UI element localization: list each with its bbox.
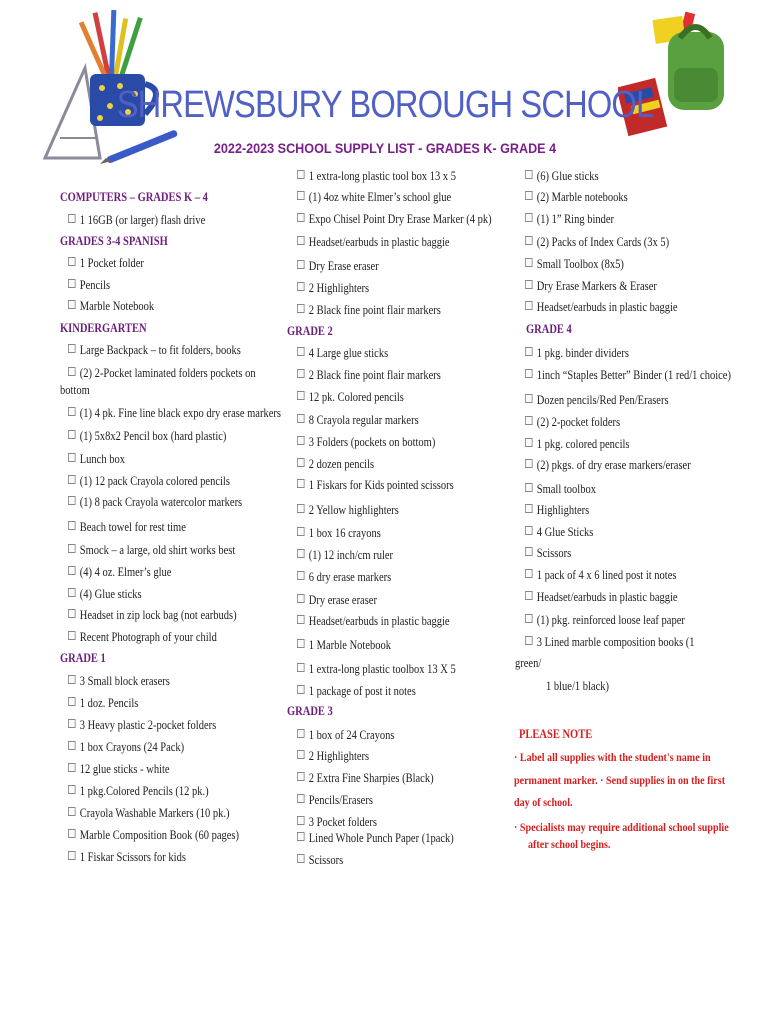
list-item: 1 pack of 4 x 6 lined post it notes <box>525 568 676 583</box>
list-item: 1 doz. Pencils <box>68 696 138 711</box>
list-item: Highlighters <box>525 503 589 518</box>
checkbox-icon <box>68 300 76 309</box>
list-item: 1 pkg. colored pencils <box>525 437 629 452</box>
checkbox-icon <box>68 475 76 484</box>
checkbox-icon <box>297 369 305 378</box>
checkbox-icon <box>297 663 305 672</box>
checkbox-icon <box>525 504 533 513</box>
list-item: 8 Crayola regular markers <box>297 413 419 428</box>
list-item: 1 box Crayons (24 Pack) <box>68 740 184 755</box>
list-item: Scissors <box>297 853 343 868</box>
grade3-heading: GRADE 3 <box>287 704 333 718</box>
checkbox-icon <box>68 807 76 816</box>
list-item: 3 Heavy plastic 2-pocket folders <box>68 718 216 733</box>
note-line: permanent marker. · Send supplies in on the first <box>514 773 726 787</box>
checkbox-icon <box>525 213 533 222</box>
list-item: Small Toolbox (8x5) <box>525 257 624 272</box>
checkbox-icon <box>68 279 76 288</box>
list-item-continuation: 1 blue/1 black) <box>546 679 609 693</box>
checkbox-icon <box>297 685 305 694</box>
checkbox-icon <box>68 544 76 553</box>
list-item: Lunch box <box>68 452 125 467</box>
checkbox-icon <box>525 416 533 425</box>
checkbox-icon <box>525 483 533 492</box>
list-item: 1inch “Staples Better” Binder (1 red/1 choice) <box>525 368 731 383</box>
grade2-heading: GRADE 2 <box>287 324 333 338</box>
list-item: 12 glue sticks - white <box>68 762 170 777</box>
list-item: (4) Glue sticks <box>68 587 142 602</box>
checkbox-icon <box>297 391 305 400</box>
spanish-heading: GRADES 3-4 SPANISH <box>60 234 168 248</box>
checkbox-icon <box>525 369 533 378</box>
checkbox-icon <box>525 301 533 310</box>
note-line: · Specialists may require additional school supplie <box>514 820 729 834</box>
grade1-heading: GRADE 1 <box>60 651 106 665</box>
checkbox-icon <box>68 407 76 416</box>
checkbox-icon <box>297 594 305 603</box>
checkbox-icon <box>297 854 305 863</box>
checkbox-icon <box>68 829 76 838</box>
checkbox-icon <box>68 344 76 353</box>
list-item: 2 Extra Fine Sharpies (Black) <box>297 771 434 786</box>
checkbox-icon <box>68 609 76 618</box>
list-item: 1 Marble Notebook <box>297 638 391 653</box>
checkbox-icon <box>297 615 305 624</box>
checkbox-icon <box>525 438 533 447</box>
checkbox-icon <box>297 549 305 558</box>
backpack-clipart <box>618 8 730 158</box>
kindergarten-heading: KINDERGARTEN <box>60 321 147 335</box>
checkbox-icon <box>297 282 305 291</box>
list-item: Headset in zip lock bag (not earbuds) <box>68 608 237 623</box>
list-item: Beach towel for rest time <box>68 520 186 535</box>
note-line: after school begins. <box>528 837 611 851</box>
checkbox-icon <box>525 614 533 623</box>
list-item: Headset/earbuds in plastic baggie <box>297 235 450 250</box>
note-heading: PLEASE NOTE <box>519 727 593 741</box>
list-item: (1) 1” Ring binder <box>525 212 614 227</box>
list-item-continuation: bottom <box>60 383 90 397</box>
checkbox-icon <box>68 785 76 794</box>
list-item: Pencils <box>68 278 110 293</box>
list-item: 1 Pocket folder <box>68 256 144 271</box>
list-item: 3 Small block erasers <box>68 674 170 689</box>
checkbox-icon <box>297 639 305 648</box>
checkbox-icon <box>525 258 533 267</box>
checkbox-icon <box>68 257 76 266</box>
checkbox-icon <box>68 214 76 223</box>
list-item: 2 Yellow highlighters <box>297 503 399 518</box>
checkbox-icon <box>297 816 305 825</box>
list-item: 1 package of post it notes <box>297 684 416 699</box>
list-item: Smock – a large, old shirt works best <box>68 543 235 558</box>
checkbox-icon <box>525 636 533 645</box>
list-item: (6) Glue sticks <box>525 169 599 184</box>
list-item: (1) 8 pack Crayola watercolor markers <box>68 495 242 510</box>
note-line: · Label all supplies with the student's name in <box>514 750 711 764</box>
checkbox-icon <box>525 170 533 179</box>
page-subtitle: 2022-2023 SCHOOL SUPPLY LIST - GRADES K- GRADE 4 <box>213 140 557 156</box>
list-item: 1 Fiskars for Kids pointed scissors <box>297 478 454 493</box>
checkbox-icon <box>525 236 533 245</box>
list-item: Headset/earbuds in plastic baggie <box>297 614 450 629</box>
list-item: 1 pkg.Colored Pencils (12 pk.) <box>68 784 209 799</box>
checkbox-icon <box>68 763 76 772</box>
checkbox-icon <box>525 280 533 289</box>
list-item: (1) 12 inch/cm ruler <box>297 548 393 563</box>
list-item: 1 pkg. binder dividers <box>525 346 629 361</box>
checkbox-icon <box>525 569 533 578</box>
checkbox-icon <box>297 527 305 536</box>
list-item: 1 16GB (or larger) flash drive <box>68 213 205 228</box>
checkbox-icon <box>297 571 305 580</box>
checkbox-icon <box>297 304 305 313</box>
list-item-continuation: green/ <box>515 656 542 670</box>
checkbox-icon <box>68 588 76 597</box>
list-item: (2) Marble notebooks <box>525 190 628 205</box>
list-item: 3 Folders (pockets on bottom) <box>297 435 435 450</box>
checkbox-icon <box>525 191 533 200</box>
list-item: 1 Fiskar Scissors for kids <box>68 850 186 865</box>
list-item: 2 Highlighters <box>297 281 369 296</box>
checkbox-icon <box>297 213 305 222</box>
checkbox-icon <box>297 458 305 467</box>
list-item: (2) Packs of Index Cards (3x 5) <box>525 235 669 250</box>
list-item: 2 dozen pencils <box>297 457 374 472</box>
list-item: Marble Notebook <box>68 299 154 314</box>
checkbox-icon <box>68 631 76 640</box>
checkbox-icon <box>525 591 533 600</box>
list-item: Headset/earbuds in plastic baggie <box>525 300 678 315</box>
checkbox-icon <box>297 794 305 803</box>
checkbox-icon <box>525 526 533 535</box>
checkbox-icon <box>297 191 305 200</box>
list-item: Expo Chisel Point Dry Erase Marker (4 pk) <box>297 212 492 227</box>
page-title: SHREWSBURY BOROUGH SCHOOL <box>116 84 654 126</box>
checkbox-icon <box>68 697 76 706</box>
note-line: day of school. <box>514 795 573 809</box>
checkbox-icon <box>297 436 305 445</box>
list-item: 1 box 16 crayons <box>297 526 381 541</box>
list-item: 1 box of 24 Crayons <box>297 728 395 743</box>
list-item: Dry Erase Markers & Eraser <box>525 279 657 294</box>
checkbox-icon <box>297 772 305 781</box>
checkbox-icon <box>297 236 305 245</box>
list-item: Small toolbox <box>525 482 596 497</box>
list-item: 2 Highlighters <box>297 749 369 764</box>
checkbox-icon <box>297 414 305 423</box>
list-item: 2 Black fine point flair markers <box>297 368 441 383</box>
checkbox-icon <box>68 675 76 684</box>
list-item: 3 Lined marble composition books (1 <box>525 635 695 650</box>
list-item: Dry Erase eraser <box>297 259 379 274</box>
list-item: (1) pkg. reinforced loose leaf paper <box>525 613 685 628</box>
checkbox-icon <box>68 367 76 376</box>
list-item: 4 Glue Sticks <box>525 525 593 540</box>
checkbox-icon <box>297 729 305 738</box>
list-item: Scissors <box>525 546 571 561</box>
list-item: 1 extra-long plastic tool box 13 x 5 <box>297 169 456 184</box>
list-item: 12 pk. Colored pencils <box>297 390 404 405</box>
list-item: Crayola Washable Markers (10 pk.) <box>68 806 229 821</box>
computers-heading: COMPUTERS – GRADES K – 4 <box>60 190 208 204</box>
list-item: (1) 12 pack Crayola colored pencils <box>68 474 230 489</box>
list-item: Marble Composition Book (60 pages) <box>68 828 239 843</box>
checkbox-icon <box>525 347 533 356</box>
list-item: (1) 4 pk. Fine line black expo dry erase markers <box>68 406 281 421</box>
list-item: 3 Pocket folders <box>297 815 377 830</box>
list-item: 1 extra-long plastic toolbox 13 X 5 <box>297 662 456 677</box>
checkbox-icon <box>525 547 533 556</box>
checkbox-icon <box>297 170 305 179</box>
checkbox-icon <box>297 260 305 269</box>
list-item: Recent Photograph of your child <box>68 630 217 645</box>
checkbox-icon <box>68 496 76 505</box>
list-item: 4 Large glue sticks <box>297 346 388 361</box>
checkbox-icon <box>68 566 76 575</box>
checkbox-icon <box>297 347 305 356</box>
checkbox-icon <box>297 504 305 513</box>
list-item: (2) pkgs. of dry erase markers/eraser <box>525 458 691 473</box>
checkbox-icon <box>525 394 533 403</box>
list-item: Dry erase eraser <box>297 593 377 608</box>
list-item: (1) 5x8x2 Pencil box (hard plastic) <box>68 429 226 444</box>
list-item: Pencils/Erasers <box>297 793 373 808</box>
checkbox-icon <box>297 479 305 488</box>
list-item: (1) 4oz white Elmer’s school glue <box>297 190 451 205</box>
checkbox-icon <box>68 521 76 530</box>
list-item: (2) 2-Pocket laminated folders pockets on <box>68 366 256 381</box>
list-item: (4) 4 oz. Elmer’s glue <box>68 565 171 580</box>
checkbox-icon <box>297 832 305 841</box>
list-item: Headset/earbuds in plastic baggie <box>525 590 678 605</box>
list-item: 2 Black fine point flair markers <box>297 303 441 318</box>
list-item: (2) 2-pocket folders <box>525 415 620 430</box>
list-item: 6 dry erase markers <box>297 570 391 585</box>
checkbox-icon <box>68 719 76 728</box>
checkbox-icon <box>68 851 76 860</box>
checkbox-icon <box>525 459 533 468</box>
grade4-heading: GRADE 4 <box>526 322 572 336</box>
list-item: Dozen pencils/Red Pen/Erasers <box>525 393 669 408</box>
checkbox-icon <box>297 750 305 759</box>
checkbox-icon <box>68 453 76 462</box>
checkbox-icon <box>68 430 76 439</box>
list-item: Lined Whole Punch Paper (1pack) <box>297 831 454 846</box>
list-item: Large Backpack – to fit folders, books <box>68 343 241 358</box>
checkbox-icon <box>68 741 76 750</box>
